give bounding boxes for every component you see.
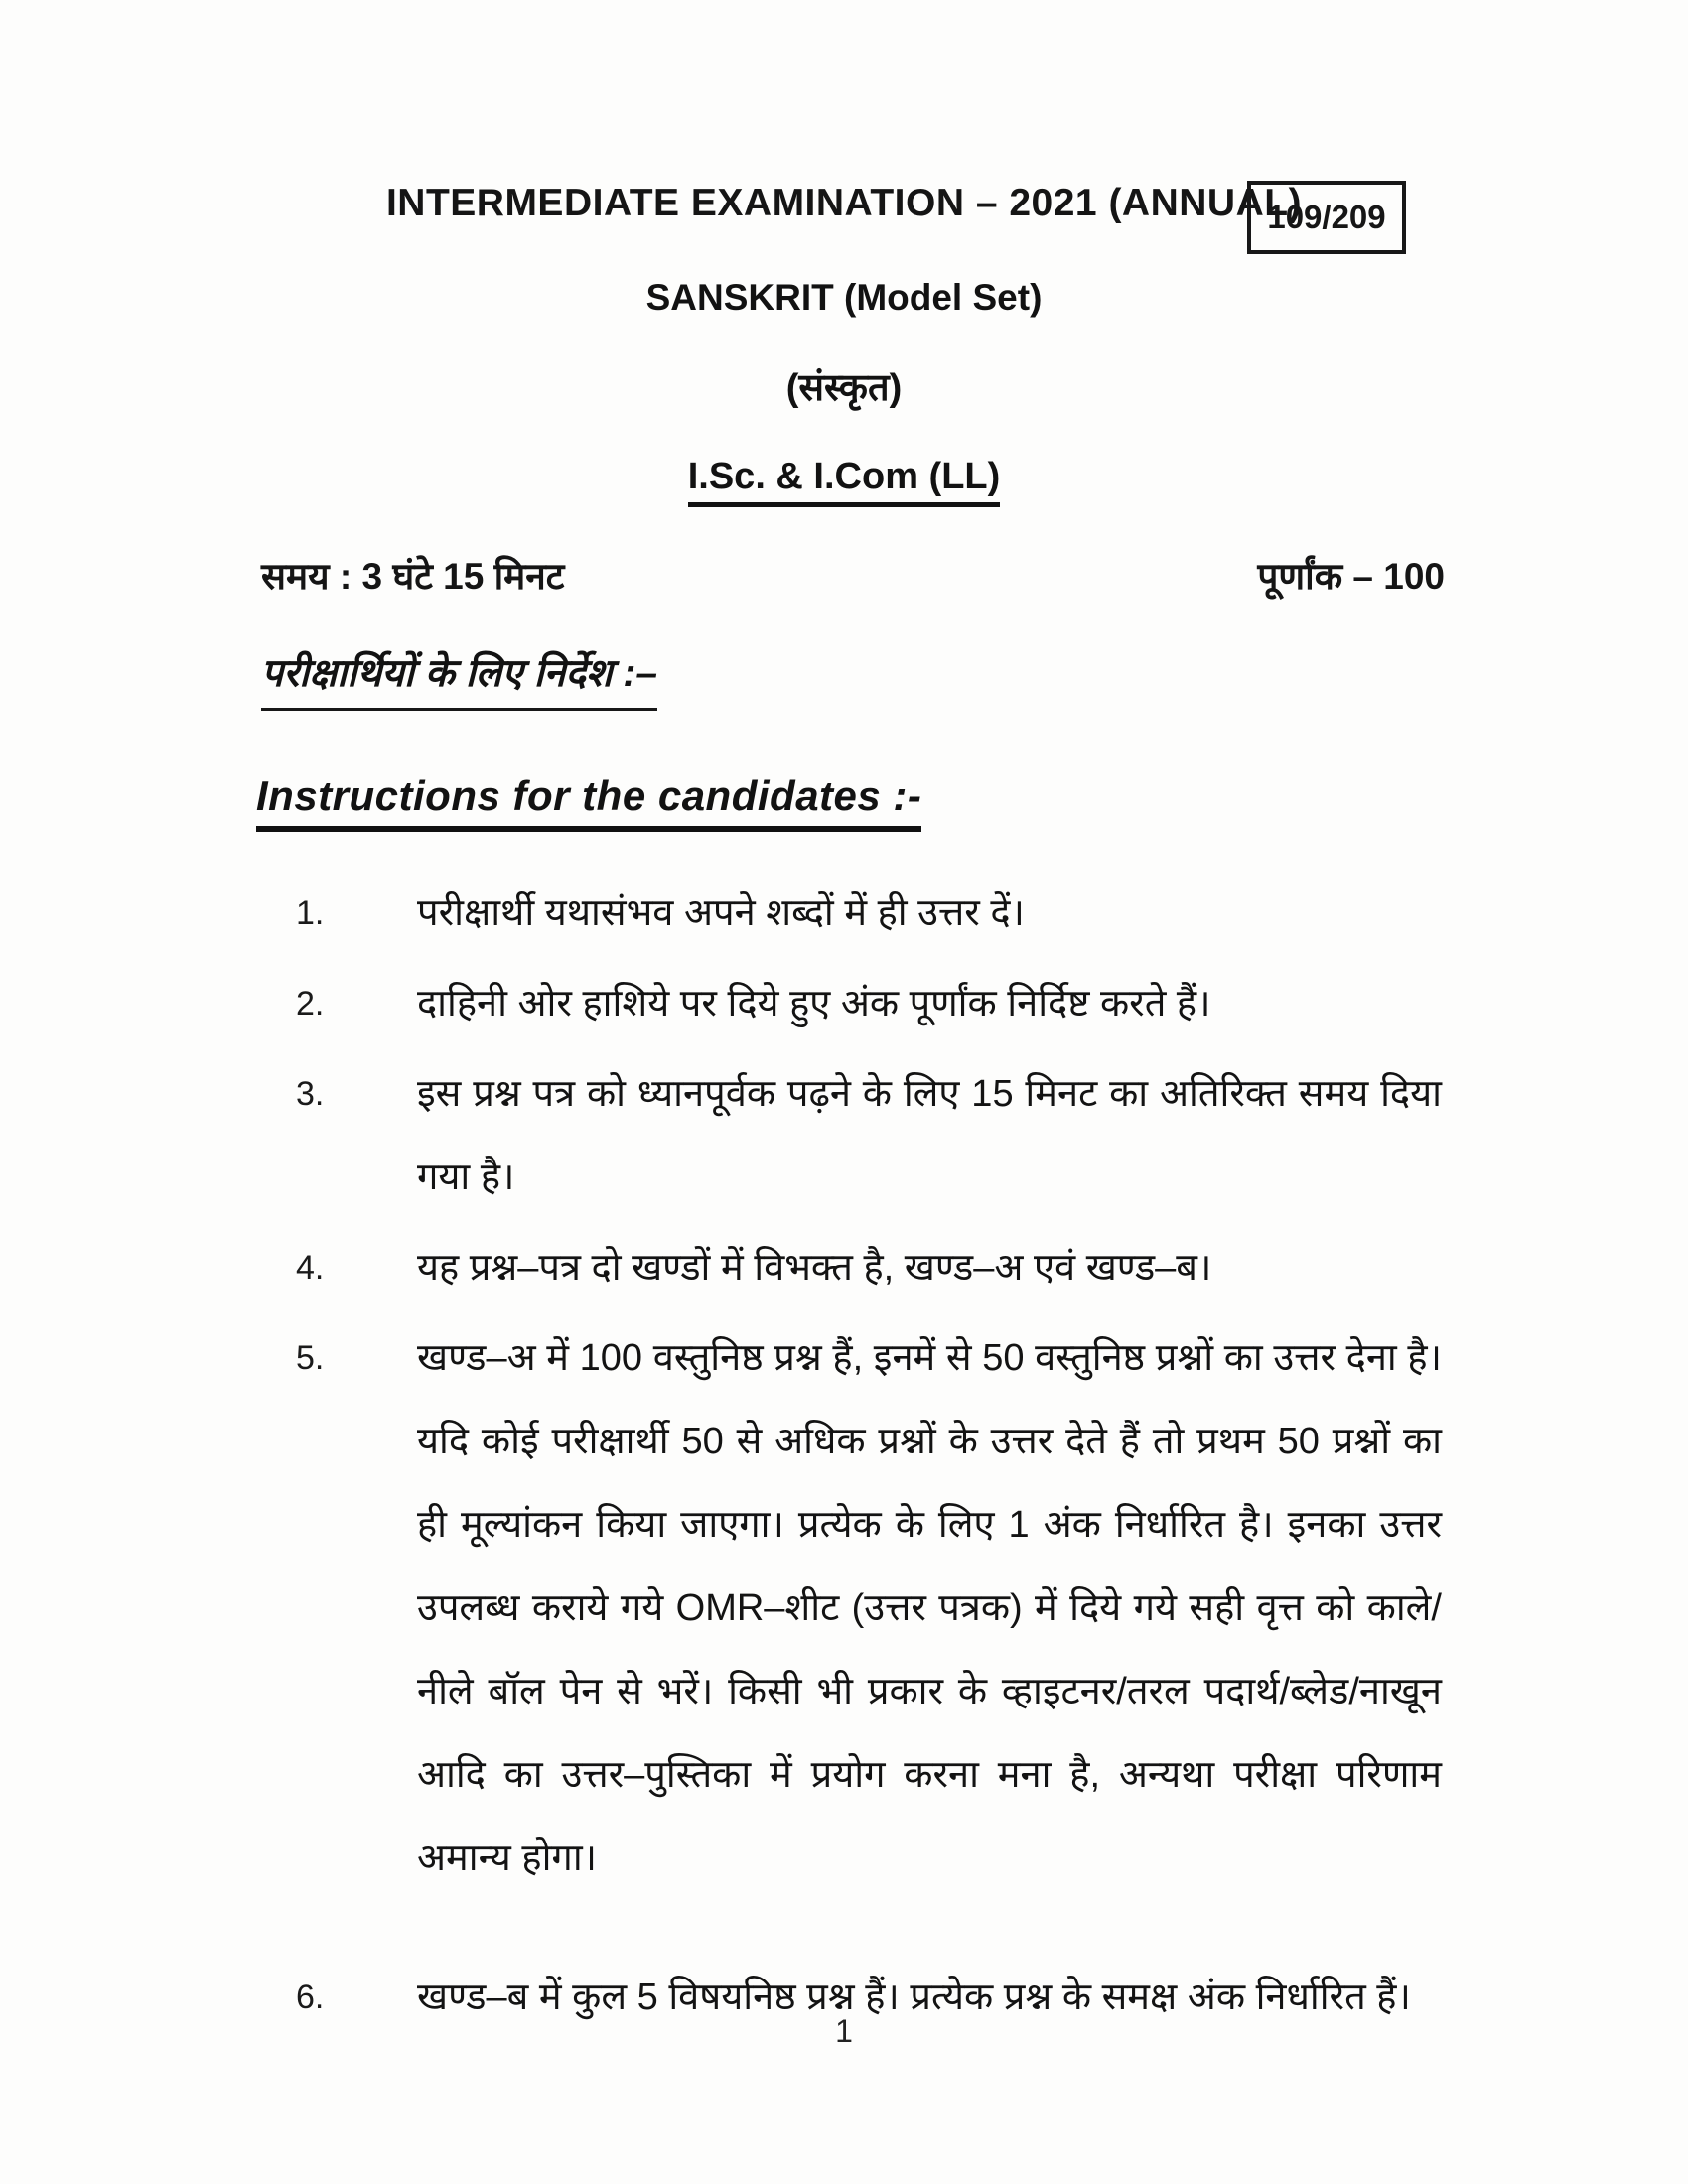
instruction-text: खण्ड–ब में कुल 5 विषयनिष्ठ प्रश्न हैं। प्रत्येक प्रश्न के समक्ष अंक निर्धारित हैं।	[417, 1977, 1411, 2018]
course-line-wrap	[0, 456, 1688, 507]
page-title: INTERMEDIATE EXAMINATION – 2021 (ANNUAL)	[385, 182, 1303, 224]
instructions-heading-hindi-wrap	[261, 645, 1688, 711]
instruction-text: यह प्रश्न–पत्र दो खण्डों में विभक्त है, खण्ड–अ एवं खण्ड–ब।	[417, 1247, 1212, 1289]
paper-code-box	[1247, 181, 1406, 254]
instruction-number: 2.	[296, 985, 325, 1023]
subject-hindi-line: (संस्कृत)	[785, 367, 903, 409]
instructions-heading-english-wrap	[256, 772, 1688, 832]
instruction-item-5	[296, 1316, 1442, 1900]
instruction-number: 1.	[296, 894, 325, 932]
instruction-number: 4.	[296, 1249, 325, 1287]
instruction-text: दाहिनी ओर हाशिये पर दिये हुए अंक पूर्णांक निर्दिष्ट करते हैं।	[417, 983, 1211, 1024]
full-marks: पूर्णांक – 100	[1257, 556, 1445, 597]
instruction-text: परीक्षार्थी यथासंभव अपने शब्दों में ही उत्तर दें।	[417, 892, 1025, 934]
instructions-heading-english: Instructions for the candidates :-	[256, 772, 921, 832]
instruction-item-4	[296, 1226, 1442, 1309]
page-number: 1	[835, 2013, 853, 2049]
instruction-number: 5.	[296, 1339, 325, 1377]
subject-line: SANSKRIT (Model Set)	[645, 277, 1043, 318]
paper-code: 109/209	[1267, 199, 1386, 235]
instruction-number: 6.	[296, 1979, 325, 2016]
instructions-heading-hindi: परीक्षार्थियों के लिए निर्देश :–	[261, 645, 657, 711]
instruction-text: खण्ड–अ में 100 वस्तुनिष्ठ प्रश्न हैं, इनमें से 50 वस्तुनिष्ठ प्रश्नों का उत्तर देना है। यदि कोई परीक्षार्थी 50 से अधिक प्रश्नों के उत्तर देते हैं तो प्रथम 50 प्रश्नों का ही मूल्यांकन किया जाएगा। प्रत्येक के लिए 1 अंक निर्धारित है। इनका उत्तर उपलब्ध कराये गये OMR–शीट (उत्तर पत्रक) में दिये गये सही वृत्त को काले/नीले बॉल पेन से भरें। किसी भी प्रकार के व्हाइटनर/तरल पदार्थ/ब्लेड/नाखून आदि का उत्तर–पुस्तिका में प्रयोग करना मना है, अन्यथा परीक्षा परिणाम अमान्य होगा।	[417, 1337, 1442, 1879]
instruction-item-1	[296, 872, 1442, 955]
time-allowed: समय : 3 घंटे 15 मिनट	[261, 556, 565, 597]
paper-header	[0, 0, 1688, 507]
instruction-list	[296, 872, 1442, 2039]
instruction-text: इस प्रश्न पत्र को ध्यानपूर्वक पढ़ने के लिए 15 मिनट का अतिरिक्त समय दिया गया है।	[417, 1073, 1442, 1198]
instruction-number: 3.	[296, 1075, 325, 1113]
instruction-item-2	[296, 962, 1442, 1045]
instruction-item-3	[296, 1052, 1442, 1219]
course-line: I.Sc. & I.Com (LL)	[688, 456, 1001, 507]
meta-row	[261, 549, 1445, 600]
